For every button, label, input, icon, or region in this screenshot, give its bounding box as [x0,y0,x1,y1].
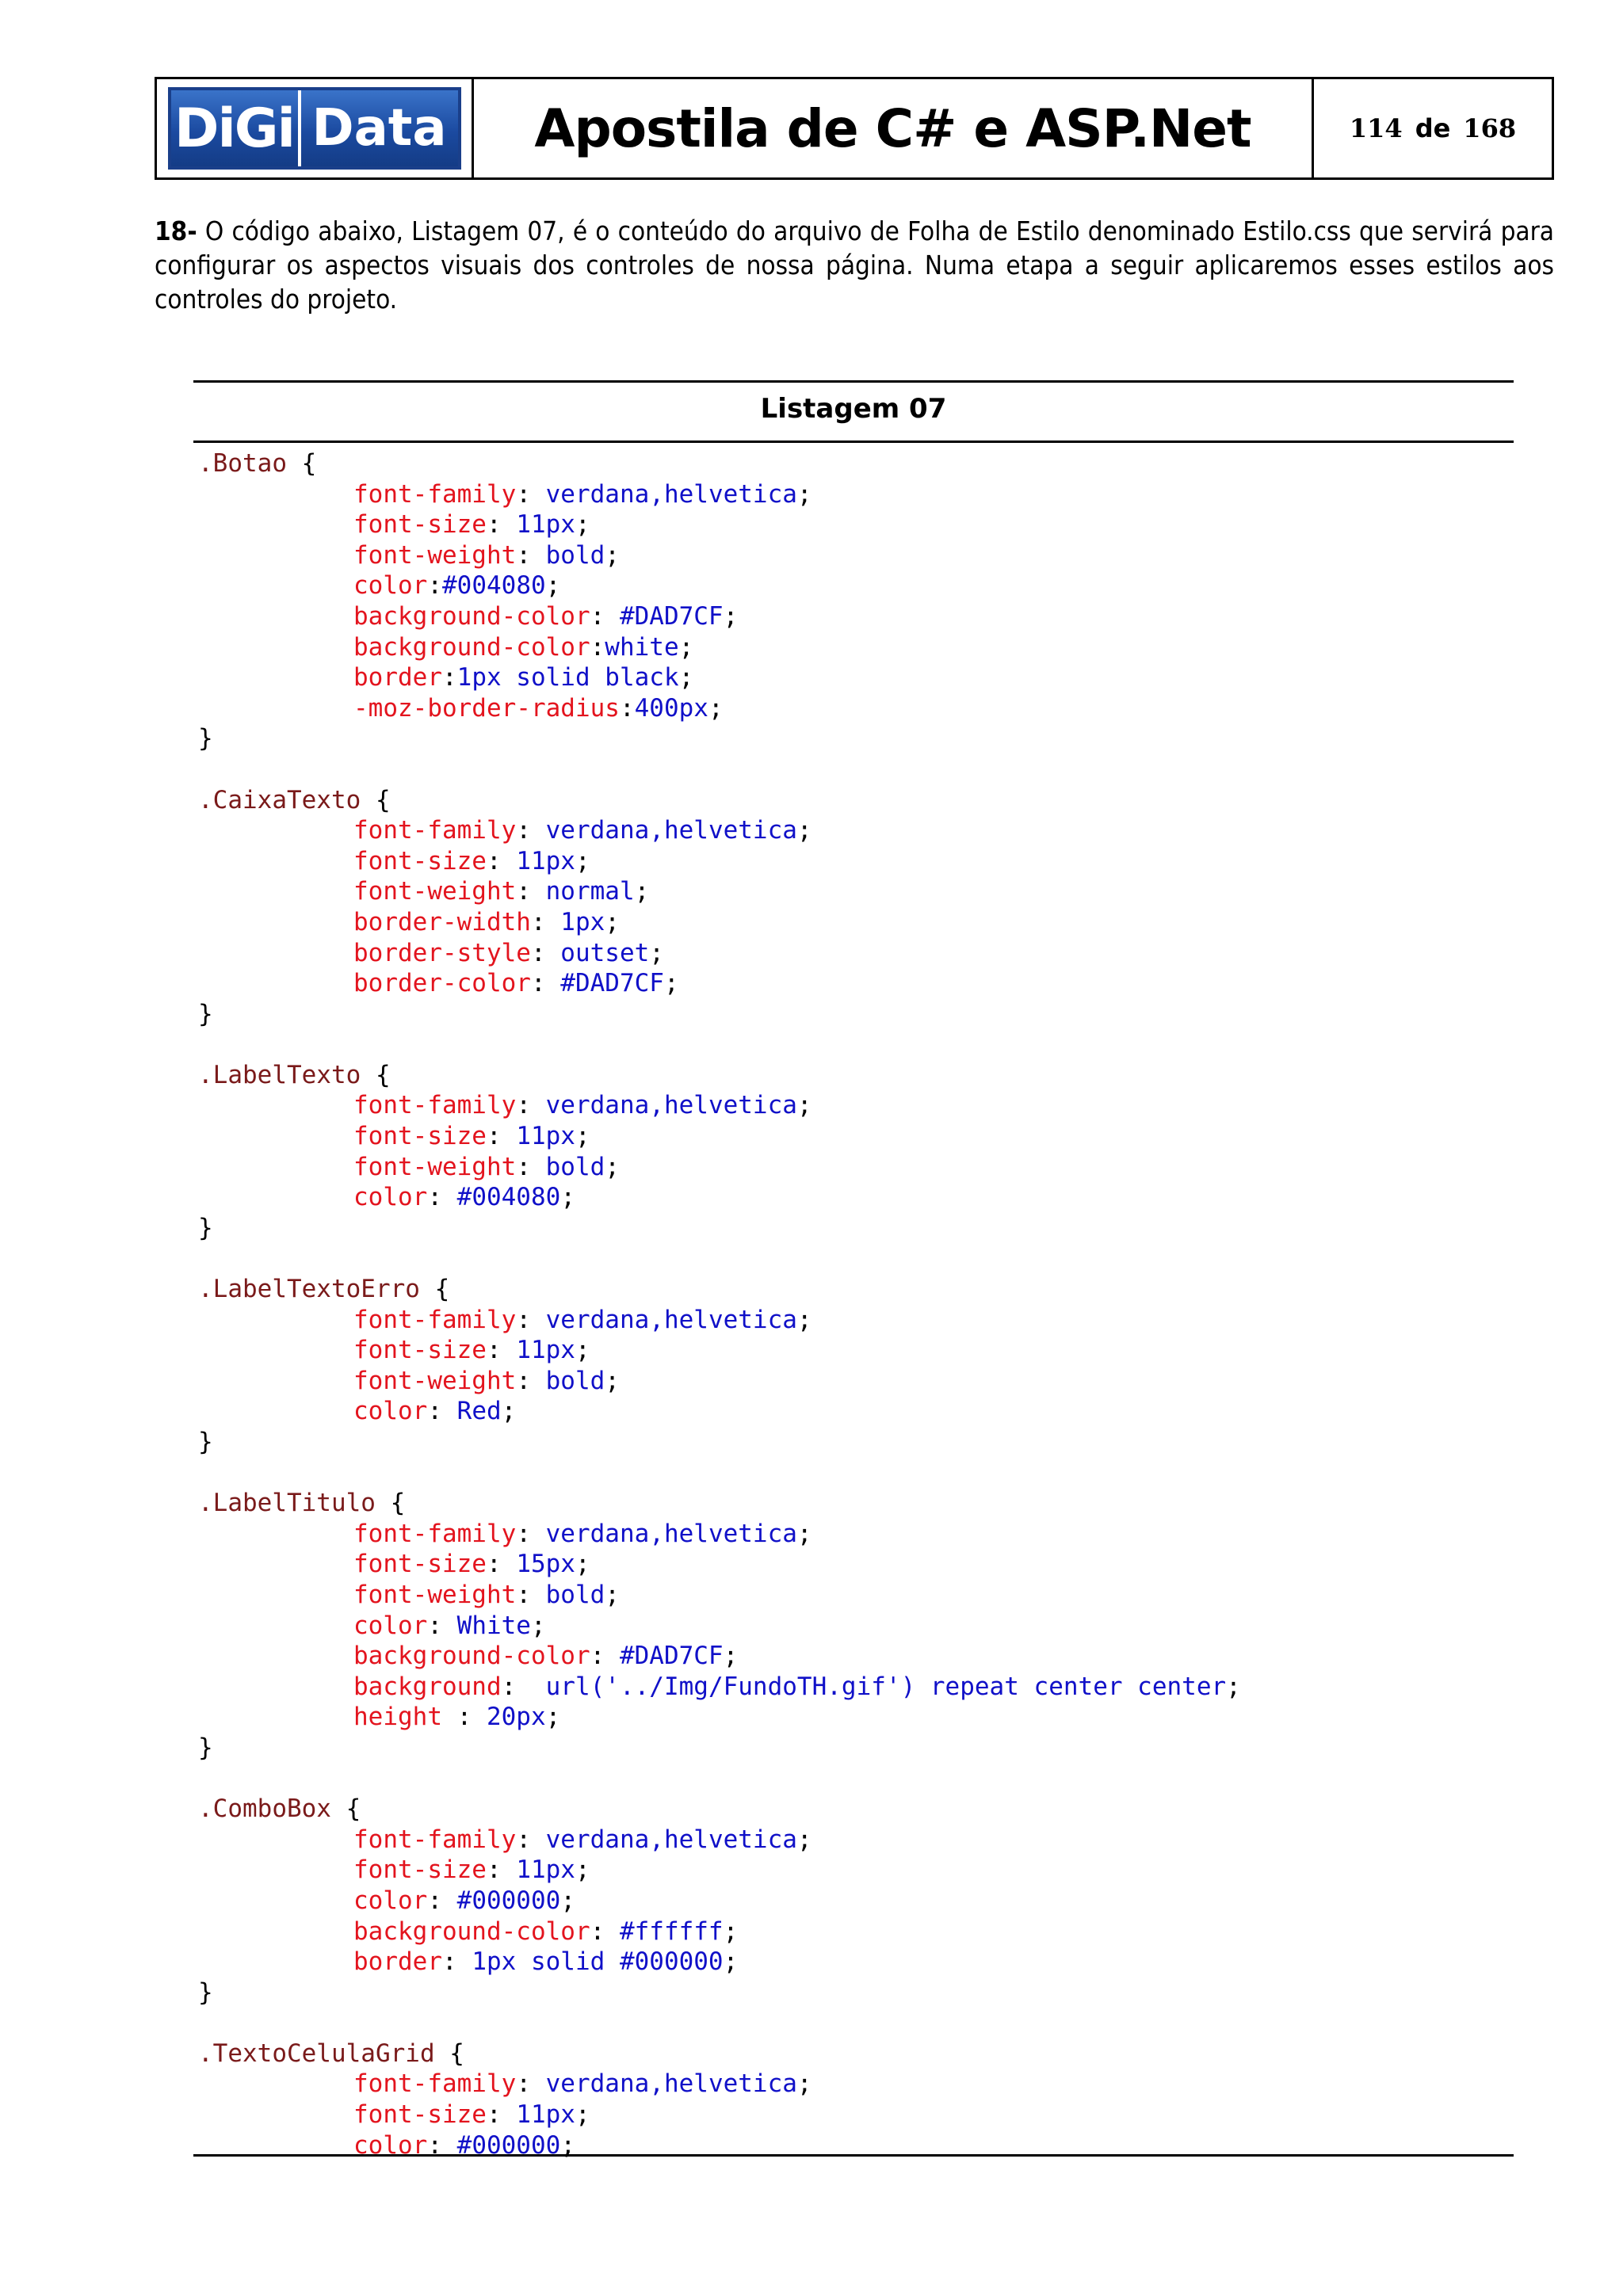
css-property: color [353,1183,428,1212]
css-separator: : [486,510,517,540]
code-line-close-brace: } [198,1428,213,1456]
css-selector: .Botao [198,449,287,478]
css-separator: : [530,907,561,936]
css-property: border-color [353,969,531,998]
page-number [1350,113,1516,143]
css-value: #DAD7CF [560,969,664,998]
css-property: border-style [353,938,531,967]
code-line-declaration: font-family: verdana,helvetica; [353,1305,812,1334]
listing-title: Listagem 07 [760,393,947,425]
css-separator: : [530,969,561,998]
intro-paragraph [155,214,1554,316]
css-separator: : [501,1672,546,1701]
css-separator: : [427,2130,457,2160]
code-line-selector: .CaixaTexto { [198,785,391,814]
css-property: font-family [353,1305,517,1334]
css-separator: : [516,479,546,509]
css-value: 1px solid #000000 [472,1947,724,1977]
css-value: outset [560,938,650,967]
page-de: de [1415,113,1451,143]
css-value: 20px [486,1703,546,1732]
code-line-selector: .ComboBox { [198,1794,361,1824]
page-total: 168 [1463,113,1517,143]
css-value: verdana,helvetica [545,816,797,845]
css-property: -moz-border-radius [353,693,620,723]
code-line-declaration: background-color: #DAD7CF; [353,601,739,631]
css-value: #004080 [442,571,546,601]
code-line-declaration: border-style: outset; [353,938,664,967]
css-separator: : [516,1305,546,1334]
code-line-close-brace: } [198,1213,213,1242]
css-value: 1px solid black [456,663,679,692]
css-separator: : [427,1886,457,1915]
css-value: 400px [634,693,708,723]
css-value: bold [545,1152,605,1181]
code-line-selector: .LabelTextoErro { [198,1275,450,1304]
css-value: verdana,helvetica [545,1825,797,1854]
document-title: Apostila de C# e ASP.Net [534,97,1251,159]
code-line-declaration: font-weight: bold; [353,1366,620,1395]
css-property: background-color [353,1642,590,1671]
css-separator: : [486,2100,517,2130]
css-value: 11px [516,510,575,540]
code-line-close-brace: } [198,1978,213,2007]
code-line-declaration: font-family: verdana,helvetica; [353,1091,812,1120]
code-line-declaration: color:#004080; [353,571,561,601]
css-separator: : [427,1183,457,1212]
code-line-declaration: border-color: #DAD7CF; [353,969,679,998]
css-separator: : [486,846,517,875]
css-selector: .LabelTexto [198,1060,361,1089]
css-property: font-size [353,1336,487,1365]
css-selector: .LabelTextoErro [198,1275,420,1304]
css-separator: : [486,1122,517,1151]
page-number-cell [1314,79,1552,177]
code-line-declaration: font-size: 11px; [353,1336,590,1365]
code-line-declaration: font-size: 15px; [353,1550,590,1579]
code-line-declaration: color: #000000; [353,1886,575,1915]
css-value: bold [545,1366,605,1395]
digidata-logo [168,87,461,170]
code-line-blank [198,2008,1241,2039]
code-line-declaration: background-color: #ffffff; [353,1917,739,1946]
css-property: font-weight [353,877,517,906]
css-property: font-size [353,846,487,875]
css-separator: : [516,1519,546,1548]
css-property: font-size [353,1550,487,1579]
css-separator: : [516,540,546,570]
css-separator: : [486,1550,517,1579]
css-separator: : [516,1152,546,1181]
code-line-blank [198,1458,1241,1489]
css-separator: : [427,1397,457,1426]
logo-cell [157,79,474,177]
css-separator: : [486,1855,517,1885]
code-line-declaration: background-color:white; [353,632,694,662]
css-selector: .ComboBox [198,1794,331,1824]
css-value: 11px [516,2100,575,2130]
code-line-blank [198,1243,1241,1274]
code-line-selector: .LabelTitulo { [198,1489,406,1518]
code-line-declaration: font-family: verdana,helvetica; [353,2069,812,2099]
css-separator: : [516,816,546,845]
css-value: verdana,helvetica [545,2069,797,2099]
css-code-listing [198,448,1241,2161]
css-value: White [456,1611,531,1640]
code-line-declaration: color: White; [353,1611,546,1640]
css-property: font-family [353,816,517,845]
css-property: font-size [353,510,487,540]
css-separator: : [530,938,561,967]
css-separator: : [441,1703,487,1732]
intro-text: O código abaixo, Listagem 07, é o conteúdo do arquivo de Folha de Estilo denominado Estilo.css que servirá para configurar os aspectos visuais dos controles de nossa página. Numa etapa a seguir aplicaremos esses estilos aos controles do projeto. [155,215,1554,315]
css-separator: : [516,2069,546,2099]
logo-part-digi: DiGi [171,90,301,166]
css-separator: : [516,1091,546,1120]
code-line-declaration: color: Red; [353,1397,517,1426]
css-separator: : [427,571,442,601]
css-property: font-family [353,1519,517,1548]
css-value: bold [545,1580,605,1609]
css-value: 1px [560,907,605,936]
code-line-declaration: font-family: verdana,helvetica; [353,1519,812,1548]
code-line-close-brace: } [198,999,213,1028]
css-value: #000000 [456,2130,561,2160]
css-property: font-size [353,2100,487,2130]
css-selector: .CaixaTexto [198,785,361,814]
code-line-declaration: font-weight: normal; [353,877,650,906]
css-value: 11px [516,1855,575,1885]
code-line-declaration: font-size: 11px; [353,1122,590,1151]
css-value: Red [456,1397,502,1426]
code-line-declaration: background: url('../Img/FundoTH.gif') repeat center center; [353,1672,1241,1701]
css-value: #DAD7CF [619,1642,724,1671]
css-selector: .LabelTitulo [198,1489,376,1518]
css-value: #004080 [456,1183,561,1212]
css-value: #ffffff [619,1917,724,1946]
css-value: bold [545,540,605,570]
code-line-declaration: font-family: verdana,helvetica; [353,816,812,845]
code-line-declaration: font-weight: bold; [353,540,620,570]
title-cell [474,79,1314,177]
css-selector: .TextoCelulaGrid [198,2039,435,2068]
code-line-blank [198,1764,1241,1794]
css-property: font-weight [353,1152,517,1181]
css-property: background-color [353,601,590,631]
css-value: verdana,helvetica [545,1519,797,1548]
css-property: font-weight [353,1580,517,1609]
page-current: 114 [1349,113,1403,143]
listing-bottom-rule [193,2154,1514,2157]
css-property: font-weight [353,540,517,570]
code-line-close-brace: } [198,1733,213,1762]
css-property: font-size [353,1122,487,1151]
code-line-declaration: -moz-border-radius:400px; [353,693,724,723]
code-line-declaration: border: 1px solid #000000; [353,1947,739,1977]
css-property: color [353,1886,428,1915]
css-property: background-color [353,1917,590,1946]
code-line-declaration: font-size: 11px; [353,510,590,540]
css-property: font-weight [353,1366,517,1395]
css-property: border [353,663,442,692]
code-line-selector: .TextoCelulaGrid { [198,2039,464,2068]
code-line-declaration: font-family: verdana,helvetica; [353,1825,812,1854]
listing-top-rule [193,380,1514,383]
css-property: color [353,2130,428,2160]
code-line-selector: .Botao { [198,449,317,478]
css-separator: : [590,1917,620,1946]
css-separator: : [516,1366,546,1395]
code-line-declaration: color: #004080; [353,1183,575,1212]
code-line-selector: .LabelTexto { [198,1060,391,1089]
css-separator: : [516,1825,546,1854]
code-line-declaration: font-family: verdana,helvetica; [353,479,812,509]
css-value: #000000 [456,1886,561,1915]
css-property: background [353,1672,502,1701]
css-property: font-family [353,1091,517,1120]
css-property: font-family [353,2069,517,2099]
css-value: verdana,helvetica [545,1091,797,1120]
css-property: font-family [353,1825,517,1854]
css-separator: : [516,877,546,906]
css-value: 15px [516,1550,575,1579]
code-line-blank [198,754,1241,785]
code-line-declaration: font-size: 11px; [353,1855,590,1885]
css-property: color [353,1397,428,1426]
listing-title-rule [193,441,1514,443]
css-separator: : [441,663,457,692]
css-property: color [353,1611,428,1640]
css-value: #DAD7CF [619,601,724,631]
step-number: 18- [155,215,197,246]
code-line-close-brace: } [198,724,213,753]
css-separator: : [590,601,620,631]
css-separator: : [590,632,605,662]
logo-part-data: Data [301,90,458,166]
css-separator: : [619,693,635,723]
page-header [155,77,1554,180]
code-line-declaration: color: #000000; [353,2130,575,2160]
css-property: font-size [353,1855,487,1885]
code-line-blank [198,1029,1241,1060]
css-separator: : [516,1580,546,1609]
code-line-declaration: font-weight: bold; [353,1580,620,1609]
code-line-declaration: font-size: 11px; [353,2100,590,2130]
css-value: url('../Img/FundoTH.gif') repeat center center [545,1672,1227,1701]
css-value: 11px [516,1336,575,1365]
css-property: color [353,571,428,601]
css-separator: : [486,1336,517,1365]
css-separator: : [441,1947,472,1977]
css-property: font-family [353,479,517,509]
css-property: border-width [353,907,531,936]
css-separator: : [590,1642,620,1671]
code-line-declaration: font-weight: bold; [353,1152,620,1181]
code-line-declaration: border:1px solid black; [353,663,694,692]
css-property: border [353,1947,442,1977]
css-value: verdana,helvetica [545,479,797,509]
css-separator: : [427,1611,457,1640]
css-value: 11px [516,846,575,875]
css-value: verdana,helvetica [545,1305,797,1334]
code-line-declaration: border-width: 1px; [353,907,620,936]
code-line-declaration: height : 20px; [353,1703,561,1732]
css-value: normal [545,877,635,906]
css-value: white [605,632,679,662]
code-line-declaration: background-color: #DAD7CF; [353,1642,739,1671]
css-property: background-color [353,632,590,662]
css-property: height [353,1703,442,1732]
css-value: 11px [516,1122,575,1151]
code-line-declaration: font-size: 11px; [353,846,590,875]
